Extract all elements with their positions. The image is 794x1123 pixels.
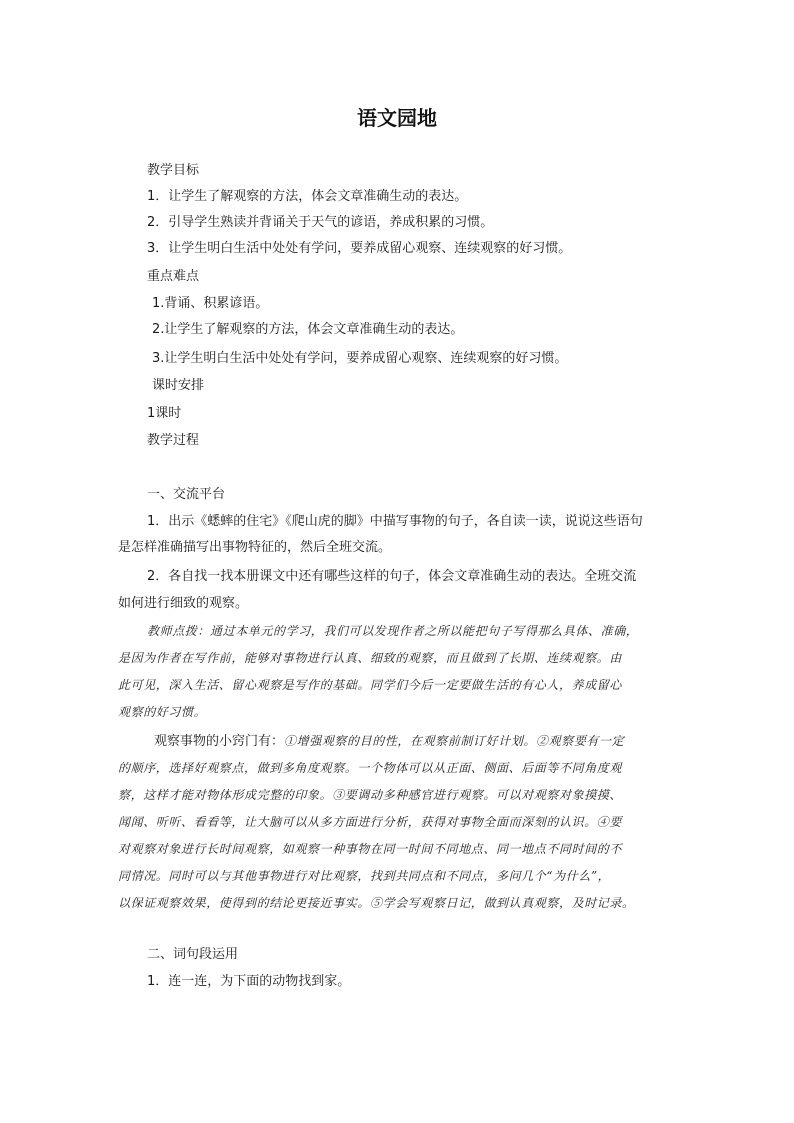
teacher-note-line: 教师点拨：通过本单元的学习，我们可以发现作者之所以能把句子写得那么具体、准确， (147, 624, 639, 638)
tips-line: 的顺序，选择好观察点，做到多角度观察。一个物体可以从正面、侧面、后面等不同角度观 (118, 761, 623, 775)
paragraph-line: 1．连一连，为下面的动物找到家。 (147, 974, 351, 989)
key-point-item: 2.让学生了解观察的方法，体会文章准确生动的表达。 (152, 322, 464, 337)
paragraph-line: 如何进行细致的观察。 (118, 596, 249, 611)
tips-lead: 观察事物的小窍门有： (154, 734, 285, 749)
tips-line: 闻闻、听听、看看等，让大脑可以从多方面进行分析，获得对事物全面而深刻的认识。④要 (118, 815, 623, 829)
tips-line: 对观察对象进行长时间观察，如观察一种事物在同一时间不同地点、同一地点不同时间的不 (118, 842, 623, 856)
tips-first-line (154, 731, 624, 752)
document-title: 语文园地 (357, 106, 437, 130)
schedule-heading: 课时安排 (152, 378, 205, 393)
process-heading: 教学过程 (147, 433, 200, 448)
paragraph-line: 1．出示《蟋蟀的住宅》《爬山虎的脚》中描写事物的句子，各自读一读，说说这些语句 (147, 514, 643, 529)
paragraph-line: 2．各自找一找本册课文中还有哪些这样的句子，体会文章准确生动的表达。全班交流 (147, 569, 637, 584)
goal-item: 1．让学生了解观察的方法，体会文章准确生动的表达。 (147, 189, 468, 204)
section-heading: 二、词句段运用 (147, 947, 239, 962)
teacher-note-line: 此可见，深入生活、留心观察是写作的基础。同学们今后一定要做生活的有心人，养成留心 (118, 678, 623, 692)
key-point-item: 1.背诵、积累谚语。 (152, 296, 269, 311)
goals-heading: 教学目标 (147, 163, 200, 178)
schedule-value: 1课时 (147, 406, 182, 421)
paragraph-line: 是怎样准确描写出事物特征的，然后全班交流。 (118, 540, 392, 555)
tips-line: ①增强观察的目的性，在观察前制订好计划。②观察要有一定 (284, 734, 625, 748)
teacher-note-line: 观察的好习惯。 (118, 705, 207, 719)
key-points-heading: 重点难点 (147, 269, 200, 284)
section-heading: 一、交流平台 (147, 487, 226, 502)
tips-line: 同情况。同时可以与其他事物进行对比观察，找到共同点和不同点，多问几个“为什么”， (118, 869, 611, 883)
goal-item: 2．引导学生熟读并背诵关于天气的谚语，养成积累的习惯。 (147, 215, 494, 230)
teacher-note-line: 是因为作者在写作前，能够对事物进行认真、细致的观察，而且做到了长期、连续观察。由 (118, 651, 623, 665)
tips-line: 以保证观察效果，使得到的结论更接近事实。⑤学会写观察日记，做到认真观察，及时记录。 (118, 896, 635, 910)
goal-item: 3．让学生明白生活中处处有学问，要养成留心观察、连续观察的好习惯。 (147, 241, 572, 256)
tips-line: 察，这样才能对物体形成完整的印象。③要调动多种感官进行观察。可以对观察对象摸摸、 (118, 788, 623, 802)
key-point-item: 3.让学生明白生活中处处有学问，要养成留心观察、连续观察的好习惯。 (152, 351, 568, 366)
